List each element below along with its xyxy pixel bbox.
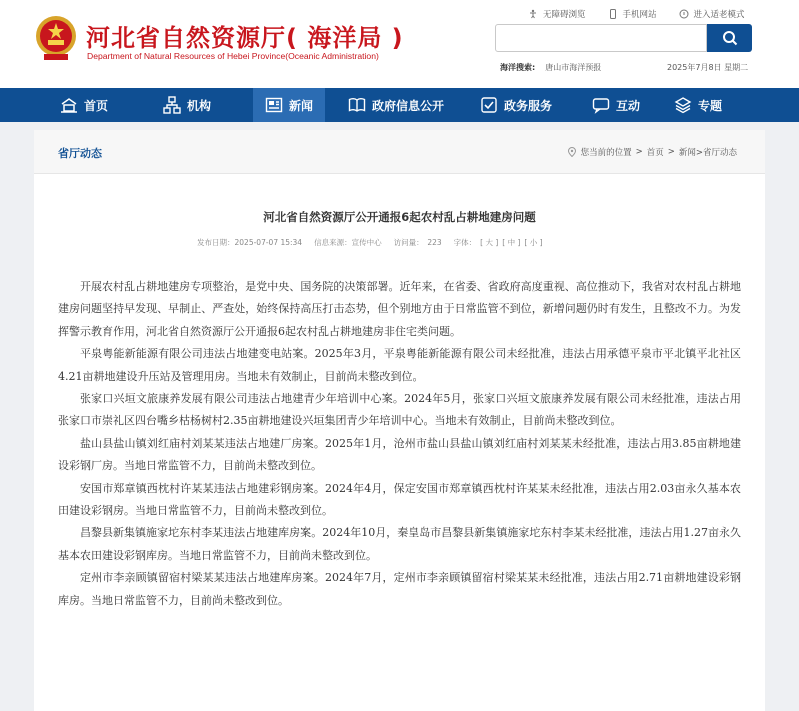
site-header	[0, 0, 799, 88]
chat-icon	[592, 96, 610, 114]
article-paragraph: 盐山县盐山镇刘红庙村刘某某违法占地建厂房案。2025年1月，沧州市盐山县盐山镇刘红庙村刘某某未经批准，违法占用3.85亩耕地建设彩钢厂房。当地日常监管不力，目前尚未整改到位。	[58, 436, 741, 473]
nav-gov-service[interactable]	[468, 88, 564, 122]
nav-organization[interactable]	[151, 88, 223, 122]
breadcrumb-separator: >	[635, 147, 643, 157]
font-size-controls	[454, 237, 543, 248]
breadcrumb	[567, 146, 737, 158]
elderly-mode-label: 进入适老模式	[693, 10, 745, 20]
font-size-small-button[interactable]: [ 小 ]	[524, 238, 543, 247]
breadcrumb-path-link[interactable]: 新闻>省厅动态	[678, 148, 737, 158]
article-paragraph: 安国市郑章镇西枕村许某某违法占地建彩钢房案。2024年4月，保定安国市郑章镇西枕村许某某未经批准，违法占用2.03亩永久基本农田建设彩钢房。当地日常监管不力，目前尚未整改到位。	[58, 481, 741, 518]
nav-organization-label: 机构	[187, 98, 212, 113]
nav-topics-label: 专题	[698, 98, 723, 113]
search-input[interactable]	[495, 24, 707, 52]
font-size-large-button[interactable]: [ 大 ]	[480, 238, 499, 247]
nav-interaction[interactable]	[580, 88, 652, 122]
mobile-site-link[interactable]	[608, 7, 657, 21]
nav-gov-info[interactable]	[336, 88, 456, 122]
nav-gov-info-label: 政府信息公开	[372, 98, 445, 113]
article-meta	[197, 237, 543, 248]
location-pin-icon	[567, 147, 577, 157]
accessibility-label: 无障碍浏览	[543, 10, 586, 20]
font-size-medium-button[interactable]: [ 中 ]	[502, 238, 521, 247]
panel-header	[34, 130, 765, 174]
org-chart-icon	[163, 96, 181, 114]
content-panel	[34, 130, 765, 711]
nav-news-label: 新闻	[289, 98, 314, 113]
home-icon	[60, 96, 78, 114]
article-paragraph: 张家口兴垣文旅康养发展有限公司违法占地建青少年培训中心案。2024年5月，张家口兴垣文旅康养发展有限公司未经批准，违法占用张家口市崇礼区四台嘴乡枯杨树村2.35亩耕地建设兴垣集团青少年培训中心。当地未有效制止，目前尚未整改到位。	[58, 392, 741, 428]
mobile-icon	[608, 9, 618, 19]
layers-icon	[674, 96, 692, 114]
accessibility-icon	[528, 9, 538, 19]
open-book-icon	[348, 96, 366, 114]
site-title[interactable]: 河北省自然资源厅( 海洋局 )	[86, 24, 404, 52]
main-nav	[0, 88, 799, 122]
accessibility-link[interactable]	[528, 7, 586, 21]
national-emblem-icon	[34, 14, 78, 62]
article-paragraph: 开展农村乱占耕地建房专项整治，是党中央、国务院的决策部署。近年来，在省委、省政府高度重视、高位推动下，我省对农村乱占耕地建房问题坚持早发现、早制止、严查处，始终保持高压打击态势，但个别地方由于日常监管不到位，新增问题仍时有发生，且整改不力。为发挥警示教育作用，河北省自然资源厅公开通报6起农村乱占耕地建房非住宅类问题。	[58, 280, 741, 338]
hot-search-label: 海洋搜索:	[500, 63, 536, 72]
article-paragraph: 平泉粤能新能源有限公司违法占地建变电站案。2025年3月，平泉粤能新能源有限公司未经批准，违法占用承德平泉市平北镇平北社区4.21亩耕地建设升压站及管理用房。当地未有效制止，目前尚未整改到位。	[58, 347, 741, 383]
article-paragraph: 定州市李亲顾镇留宿村梁某某违法占地建库房案。2024年7月，定州市李亲顾镇留宿村梁某某未经批准，违法占用2.71亩耕地建设彩钢库房。当地日常监管不力，目前尚未整改到位。	[58, 571, 741, 607]
mobile-site-label: 手机网站	[622, 10, 657, 20]
font-size-label: 字体：	[453, 238, 477, 247]
hot-search	[500, 62, 601, 73]
publish-date: 发布日期：2025-07-07 15:34	[197, 238, 303, 247]
top-links	[528, 7, 745, 21]
section-title: 省厅动态	[58, 147, 102, 160]
elderly-mode-icon	[679, 9, 689, 19]
hot-word-link[interactable]: 唐山市海洋预报	[545, 63, 602, 72]
breadcrumb-separator: >	[667, 147, 675, 157]
visit-count: 访问量： 223	[393, 238, 442, 247]
nav-interaction-label: 互动	[616, 98, 641, 113]
article-title: 河北省自然资源厅公开通报6起农村乱占耕地建房问题	[263, 210, 536, 224]
article-body	[58, 276, 741, 612]
search-icon	[722, 30, 738, 46]
article-paragraph: 昌黎县新集镇施家坨东村李某违法占地建库房案。2024年10月，秦皇岛市昌黎县新集镇施家坨东村李某未经批准，违法占用1.27亩永久基本农田建设彩钢库房。当地日常监管不力，目前尚未整改到位。	[58, 526, 741, 562]
current-date: 2025年7月8日 星期二	[667, 63, 749, 72]
news-icon	[265, 96, 283, 114]
site-title-en: Department of Natural Resources of Hebei Province(Oceanic Administration)	[87, 51, 379, 61]
search-button[interactable]	[707, 24, 752, 52]
nav-gov-service-label: 政务服务	[504, 98, 553, 113]
service-icon	[480, 96, 498, 114]
nav-home[interactable]	[48, 88, 120, 122]
info-source: 信息来源：宣传中心	[314, 238, 382, 247]
elderly-mode-link[interactable]	[679, 7, 745, 21]
nav-topics[interactable]	[662, 88, 734, 122]
nav-home-label: 首页	[84, 98, 109, 113]
breadcrumb-home-link[interactable]: 首页	[646, 148, 664, 158]
nav-news[interactable]	[253, 88, 325, 122]
breadcrumb-label: 您当前的位置	[580, 148, 632, 158]
